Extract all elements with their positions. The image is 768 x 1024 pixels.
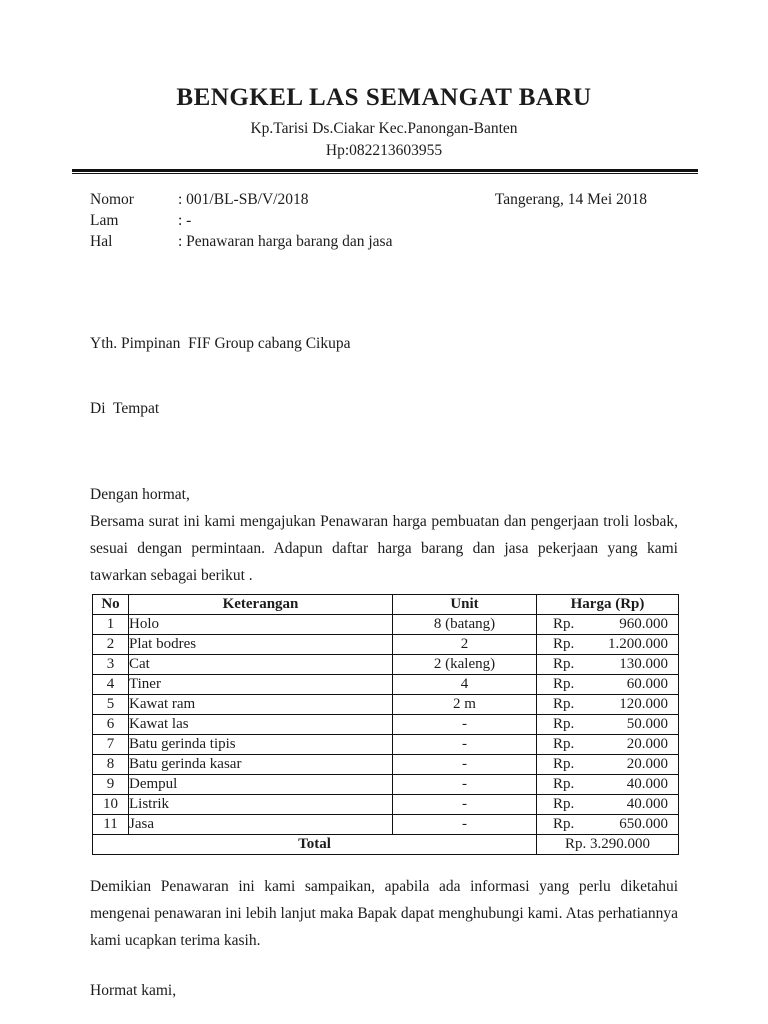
cell-no: 7 [93,735,129,755]
amount: 20.000 [626,736,668,752]
amount: 130.000 [619,656,668,672]
cell-harga [537,715,679,735]
currency: Rp. [553,716,575,732]
cell-unit: 2 [393,635,537,655]
table-row [93,615,679,635]
table-row [93,715,679,735]
signoff: Hormat kami, [90,982,177,999]
table-row [93,815,679,835]
cell-harga [537,675,679,695]
cell-keterangan: Batu gerinda tipis [129,735,393,755]
opening-paragraph: Bersama surat ini kami mengajukan Penawaran harga pembuatan dan pengerjaan troli losbak, sesuai dengan permintaan. Adapun daftar harga barang dan jasa pekerjaan yang kami tawarkan sebagai berikut . [90,513,678,584]
amount: 60.000 [626,676,668,692]
cell-harga [537,655,679,675]
lam-label: Lam [90,212,119,229]
currency: Rp. [553,636,575,652]
cell-keterangan: Tiner [129,675,393,695]
table-header-row [93,595,679,615]
cell-harga [537,735,679,755]
cell-no: 10 [93,795,129,815]
header-keterangan: Keterangan [129,595,393,615]
cell-harga [537,615,679,635]
cell-harga [537,755,679,775]
cell-no: 4 [93,675,129,695]
amount: 650.000 [619,816,668,832]
cell-keterangan: Dempul [129,775,393,795]
letterhead-divider [72,169,698,174]
meta-line-lam [90,210,678,231]
cell-unit: - [393,815,537,835]
amount: 40.000 [626,796,668,812]
cell-no: 6 [93,715,129,735]
cell-keterangan: Plat bodres [129,635,393,655]
cell-unit: 4 [393,675,537,695]
price-table [92,594,679,855]
total-label: Total [93,835,537,855]
cell-harga [537,635,679,655]
table-row [93,655,679,675]
amount: 1.200.000 [608,636,668,652]
letter-body [90,481,678,589]
cell-keterangan: Listrik [129,795,393,815]
lam-value: : - [178,212,192,229]
cell-unit: 8 (batang) [393,615,537,635]
currency: Rp. [553,796,575,812]
company-address: Kp.Tarisi Ds.Ciakar Kec.Panongan-Banten [250,120,518,137]
cell-keterangan: Holo [129,615,393,635]
cell-no: 2 [93,635,129,655]
header-no: No [93,595,129,615]
table-row [93,635,679,655]
table-row [93,755,679,775]
header-unit: Unit [393,595,537,615]
cell-unit: - [393,735,537,755]
cell-unit: 2 (kaleng) [393,655,537,675]
meta-line-nomor [90,189,678,210]
table-row [93,775,679,795]
amount: 50.000 [626,716,668,732]
meta-line-hal [90,231,678,252]
amount: 40.000 [626,776,668,792]
cell-no: 3 [93,655,129,675]
currency: Rp. [553,816,575,832]
cell-harga [537,815,679,835]
currency: Rp. [553,676,575,692]
closing-paragraph: Demikian Penawaran ini kami sampaikan, apabila ada informasi yang perlu diketahui mengenai penawaran ini lebih lanjut maka Bapak dapat menghubungi kami. Atas perhatiannya kami ucapkan terima kasih. [90,878,678,949]
table-total-row [93,835,679,855]
currency: Rp. [553,776,575,792]
cell-keterangan: Kawat las [129,715,393,735]
header-harga: Harga (Rp) [537,595,679,615]
cell-no: 8 [93,755,129,775]
table-row [93,695,679,715]
recipient-block [90,290,678,462]
cell-no: 9 [93,775,129,795]
table-row [93,795,679,815]
nomor-label: Nomor [90,191,134,208]
company-phone: Hp:082213603955 [325,142,443,159]
amount: 960.000 [619,616,668,632]
amount: 120.000 [619,696,668,712]
table-row [93,735,679,755]
letter-content [90,189,678,1001]
cell-harga [537,775,679,795]
company-name: BENGKEL LAS SEMANGAT BARU [176,84,592,111]
cell-keterangan: Kawat ram [129,695,393,715]
cell-keterangan: Cat [129,655,393,675]
letter-meta [90,189,678,252]
cell-unit: 2 m [393,695,537,715]
city-date: Tangerang, 14 Mei 2018 [494,191,647,208]
currency: Rp. [553,696,575,712]
cell-unit: - [393,715,537,735]
table-row [93,675,679,695]
letterhead [0,0,768,162]
amount: 20.000 [626,756,668,772]
nomor-value: : 001/BL-SB/V/2018 [178,191,309,208]
recipient-line2: Di Tempat [90,399,160,417]
cell-keterangan: Batu gerinda kasar [129,755,393,775]
cell-no: 5 [93,695,129,715]
currency: Rp. [553,756,575,772]
cell-unit: - [393,755,537,775]
currency: Rp. [553,656,575,672]
cell-unit: - [393,795,537,815]
cell-harga [537,795,679,815]
cell-keterangan: Jasa [129,815,393,835]
hal-value: : Penawaran harga barang dan jasa [178,233,393,250]
hal-label: Hal [90,233,113,250]
cell-unit: - [393,775,537,795]
cell-no: 1 [93,615,129,635]
salutation: Dengan hormat, [90,486,190,503]
total-value: Rp. 3.290.000 [537,835,679,855]
currency: Rp. [553,616,575,632]
cell-harga [537,695,679,715]
recipient-line1: Yth. Pimpinan FIF Group cabang Cikupa [90,335,351,352]
currency: Rp. [553,736,575,752]
cell-no: 11 [93,815,129,835]
